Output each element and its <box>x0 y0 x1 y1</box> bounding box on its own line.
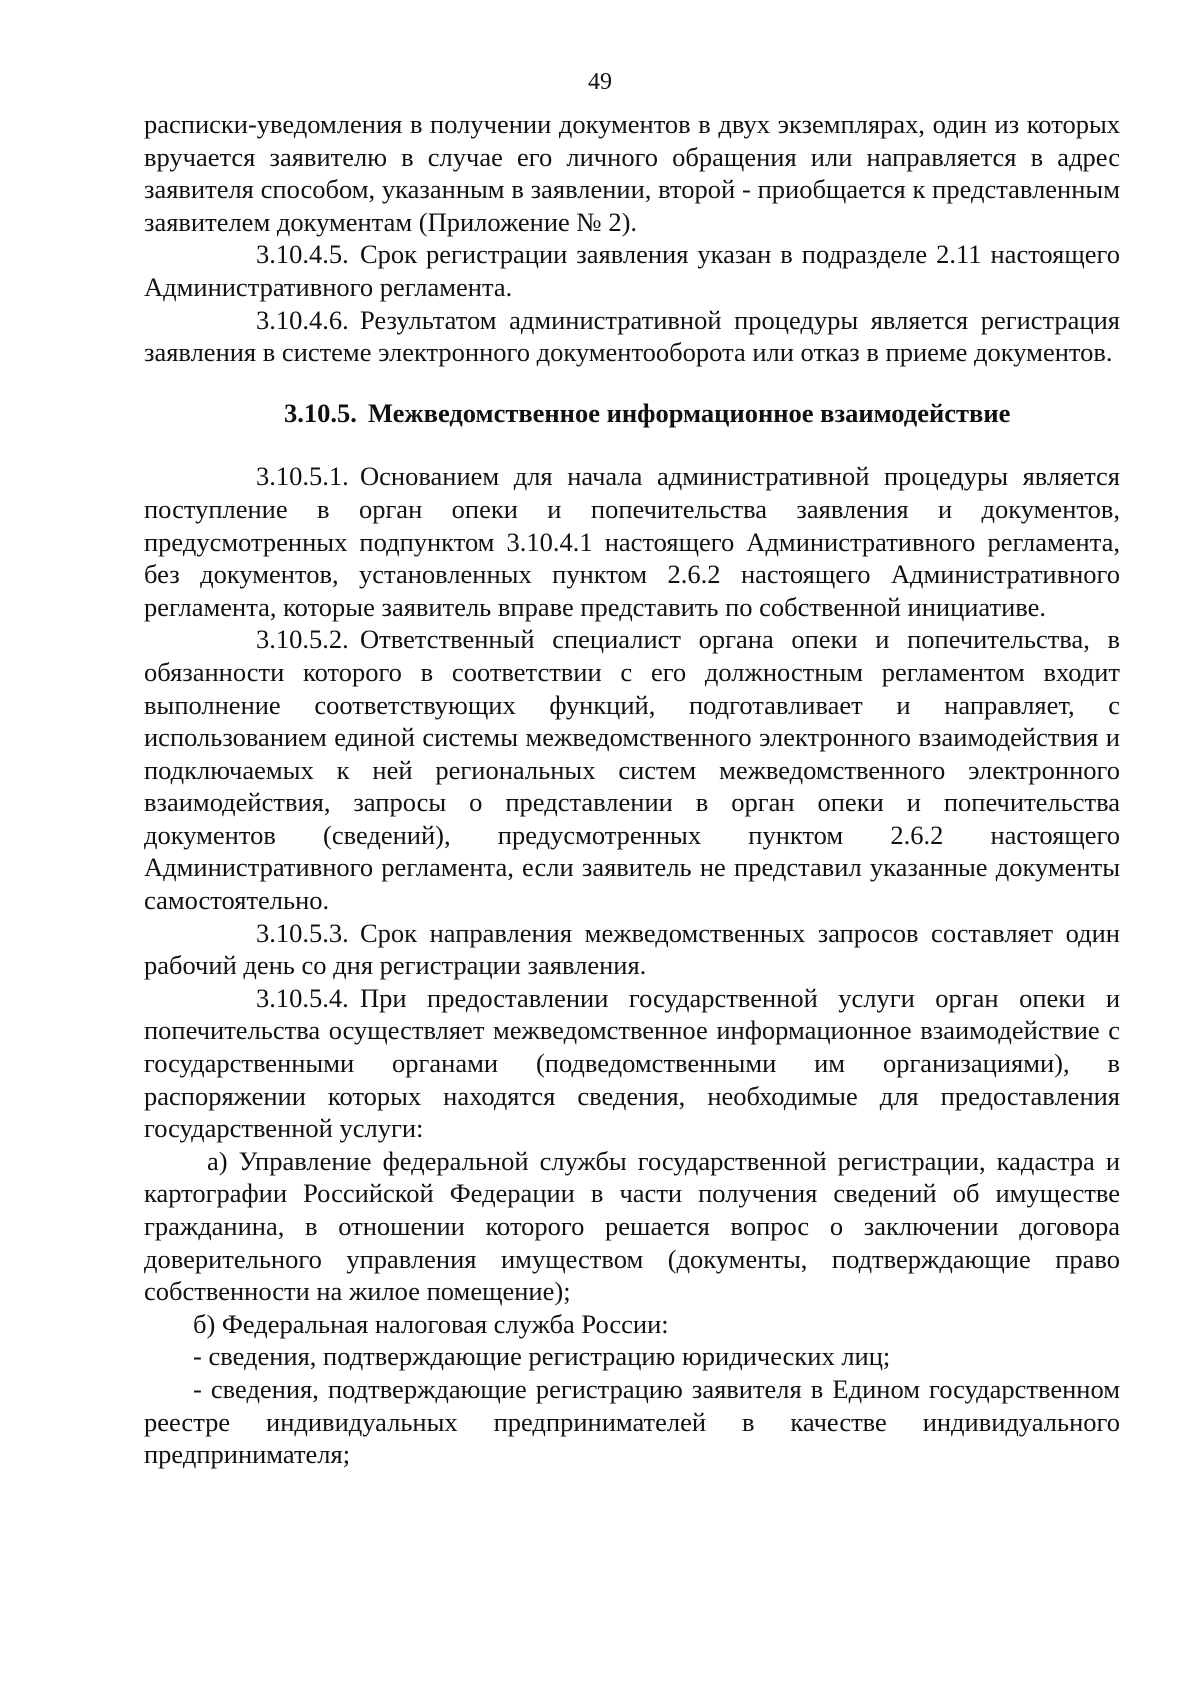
paragraph-3-10-5-1 <box>144 460 1120 623</box>
clause-text: Ответственный специалист органа опеки и попечительства, в обязанности которого в соответствии с его должностным регламентом входит выполнение соответствующих функций, подготавливает и направляет, с использованием единой системы межведомственного электронного взаимодействия и подключаемых к ней региональных систем межведомственного электронного взаимодействия, запросы о представлении в орган опеки и попечительства документов (сведений), предусмотренных пунктом 2.6.2 настоящего Административного регламента, если заявитель не представил указанные документы самостоятельно. <box>144 624 1120 916</box>
paragraph-3-10-5-3 <box>144 917 1120 982</box>
section-number: 3.10.5. <box>284 397 357 428</box>
clause-number: 3.10.5.4. <box>256 982 349 1013</box>
clause-text: При предоставлении государственной услуги орган опеки и попечительства осуществляет межведомственное информационное взаимодействие с государственными органами (подведомственными им организациями), в распоряжении которых находятся сведения, необходимые для предоставления государственной услуги: <box>144 982 1120 1144</box>
section-title: Межведомственное информационное взаимодействие <box>368 397 1011 428</box>
clause-number: 3.10.5.3. <box>256 917 349 948</box>
list-item-b: б) Федеральная налоговая служба России: <box>193 1308 669 1339</box>
clause-number: 3.10.4.5. <box>256 239 349 270</box>
paragraph-3-10-5-2 <box>144 623 1120 916</box>
paragraph-3-10-5-4 <box>144 982 1120 1145</box>
document-body <box>144 108 1120 1471</box>
list-item-a: а) Управление федеральной службы государственной регистрации, кадастра и картографии Российской Федерации в части получения сведений об имуществе гражданина, в отношении которого решается вопрос о заключении договора доверительного управления имуществом (документы, подтверждающие право собственности на жилое помещение); <box>144 1145 1120 1307</box>
list-item-dash-1: - сведения, подтверждающие регистрацию юридических лиц; <box>193 1341 891 1372</box>
page-number: 49 <box>588 69 612 95</box>
clause-number: 3.10.4.6. <box>256 304 349 335</box>
list-item-dash-2: - сведения, подтверждающие регистрацию заявителя в Едином государственном реестре индивидуальных предпринимателей в качестве индивидуального предпринимателя; <box>144 1373 1120 1470</box>
paragraph-3-10-4-5 <box>144 238 1120 303</box>
section-heading <box>144 397 1120 430</box>
clause-number: 3.10.5.1. <box>256 461 349 492</box>
paragraph-continuation: расписки-уведомления в получении документов в двух экземплярах, один из которых вручается заявителю в случае его личного обращения или направляется в адрес заявителя способом, указанным в заявлении, второй - приобщается к представленным заявителем документам (Приложение № 2). <box>144 109 1120 237</box>
clause-text: Результатом административной процедуры является регистрация заявления в системе электронного документооборота или отказ в приеме документов. <box>144 304 1120 368</box>
paragraph-3-10-4-6 <box>144 304 1120 369</box>
clause-number: 3.10.5.2. <box>256 624 349 655</box>
clause-text: Срок регистрации заявления указан в подразделе 2.11 настоящего Административного регламента. <box>144 239 1120 302</box>
clause-text: Срок направления межведомственных запросов составляет один рабочий день со дня регистрации заявления. <box>144 917 1120 981</box>
clause-text: Основанием для начала административной процедуры является поступление в орган опеки и попечительства заявления и документов, предусмотренных подпунктом 3.10.4.1 настоящего Административного регламента, без документов, установленных пунктом 2.6.2 настоящего Административного регламента, которые заявитель вправе представить по собственной инициативе. <box>144 461 1120 622</box>
